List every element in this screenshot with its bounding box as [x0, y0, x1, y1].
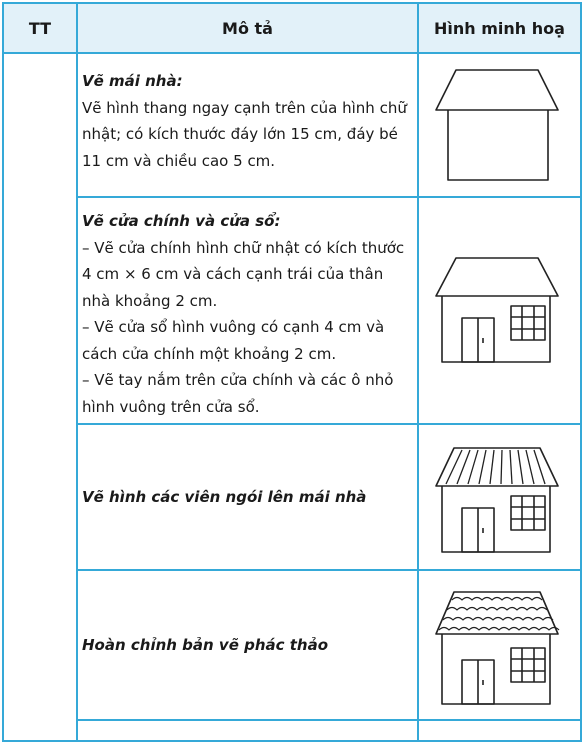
header-description: Mô tả — [222, 18, 273, 38]
row-divider — [76, 196, 580, 198]
column-divider — [76, 4, 78, 740]
step-title: Hoàn chỉnh bản vẽ phác thảo — [82, 635, 329, 654]
table-row — [82, 570, 416, 720]
step-text: – Vẽ cửa sổ hình vuông có cạnh 4 cm và cách cửa chính một khoảng 2 cm. — [82, 318, 385, 363]
column-divider — [417, 4, 419, 740]
step-title: Vẽ hình các viên ngói lên mái nhà — [82, 487, 367, 506]
house-outline-roof-icon — [432, 66, 562, 186]
sketch-steps-table — [2, 2, 582, 742]
step-text: – Vẽ cửa chính hình chữ nhật có kích thước 4 cm × 6 cm và cách cạnh trái của thân nhà khoảng 2 cm. — [82, 238, 405, 310]
header-illustration: Hình minh hoạ — [434, 18, 565, 38]
step-text: – Vẽ tay nắm trên cửa chính và các ô nhỏ hình vuông trên cửa sổ. — [82, 371, 394, 416]
step-title: Vẽ mái nhà: — [82, 72, 183, 90]
table-row — [82, 208, 416, 420]
header-tt: TT — [28, 18, 52, 38]
house-complete-sketch-icon — [432, 586, 562, 710]
row-divider — [4, 52, 580, 54]
step-text: Vẽ hình thang ngay cạnh trên của hình chữ nhật; có kích thước đáy lớn 15 cm, đáy bé 11 cm và chiều cao 5 cm. — [82, 98, 407, 170]
house-with-roof-tiles-icon — [432, 444, 562, 556]
step-title: Vẽ cửa chính và cửa sổ: — [82, 212, 281, 230]
house-with-door-window-icon — [432, 254, 562, 366]
table-row — [82, 424, 416, 570]
table-row — [82, 68, 416, 174]
